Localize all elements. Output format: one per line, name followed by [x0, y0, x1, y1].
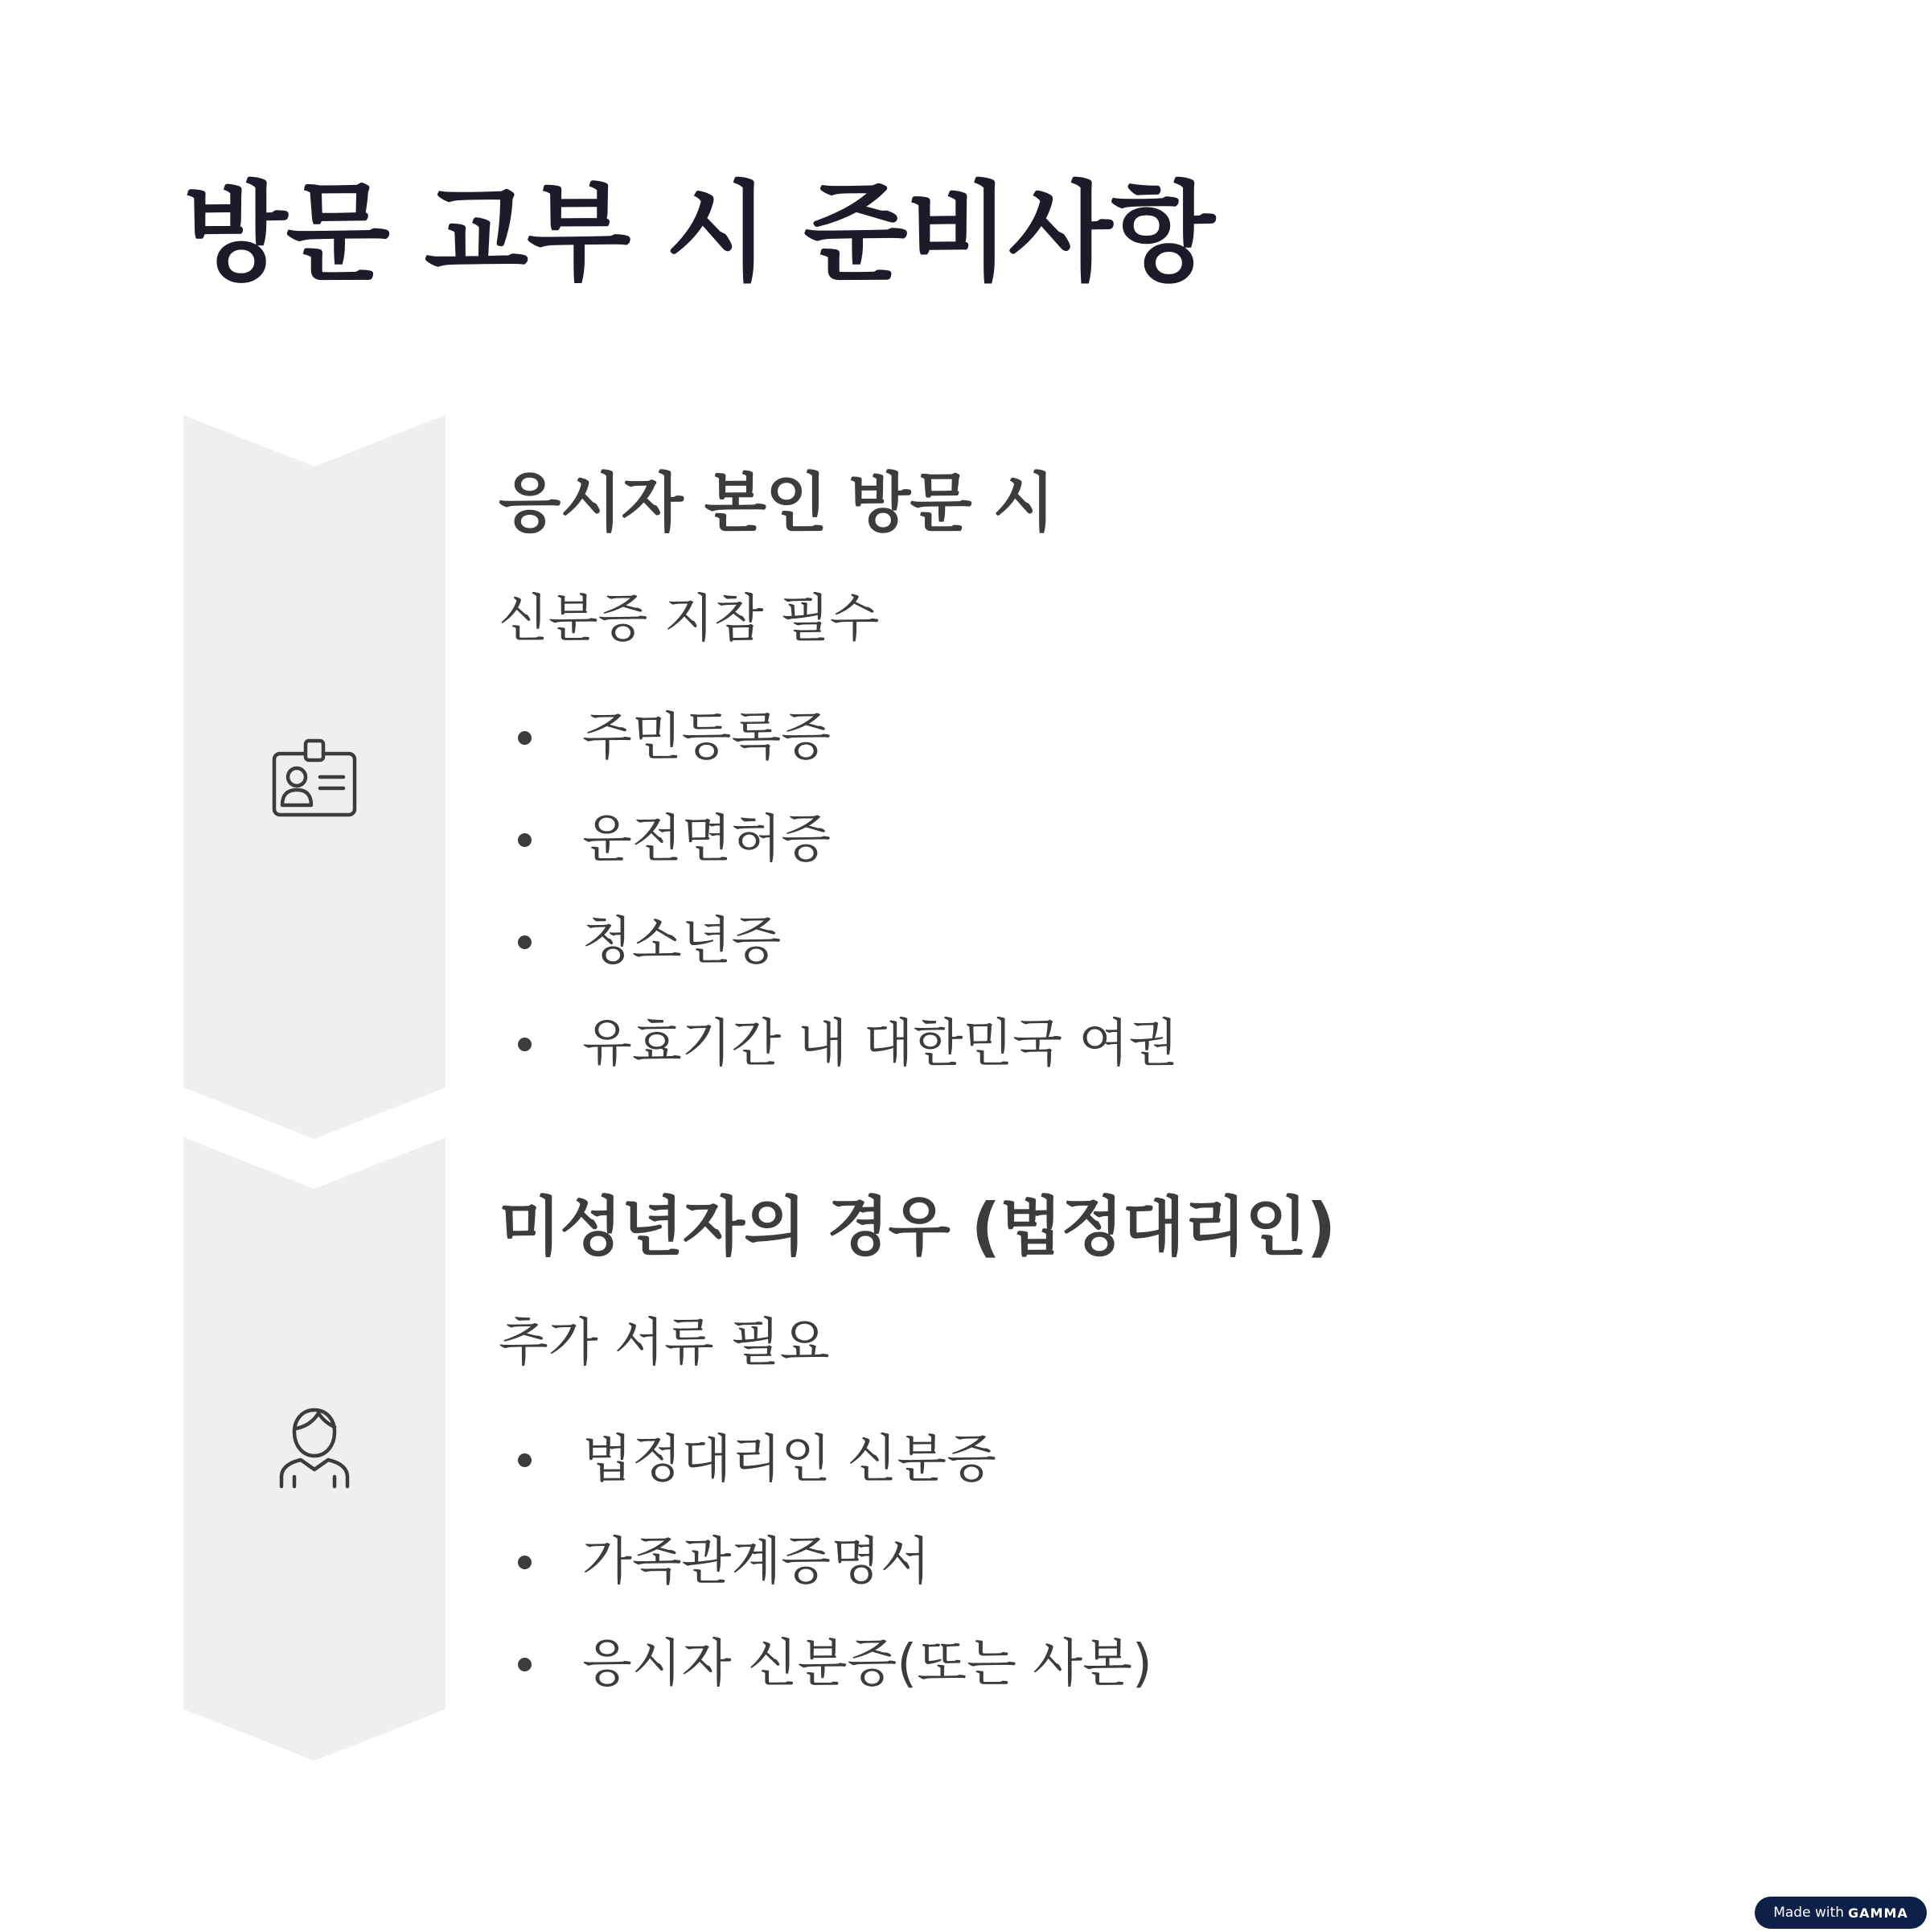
bullet-dot: [518, 1658, 532, 1671]
section-heading-minor: 미성년자의 경우 (법정대리인): [499, 1190, 1336, 1264]
list-item-label: 운전면허증: [582, 810, 832, 869]
person-icon: [278, 1406, 351, 1490]
section-subtitle-minor: 추가 서류 필요: [499, 1313, 830, 1373]
section-heading-self-visit: 응시자 본인 방문 시: [499, 466, 1054, 541]
list-item: [499, 789, 1178, 891]
id-badge-icon: [272, 738, 357, 817]
badge-made-with-text: Made with: [1773, 1905, 1845, 1921]
guardian-document-list: [499, 1409, 1152, 1716]
list-item-label: 주민등록증: [582, 708, 832, 767]
list-item-label: 가족관계증명서: [582, 1532, 930, 1592]
page-title: 방문 교부 시 준비사항: [183, 171, 1213, 296]
list-item: [499, 687, 1178, 789]
bullet-dot: [518, 935, 532, 949]
list-item-label: 유효기간 내 대한민국 여권: [582, 1014, 1179, 1074]
list-item: [499, 1613, 1152, 1716]
list-item: [499, 891, 1178, 993]
bullet-dot: [518, 1453, 532, 1467]
gamma-logo: GAMMA: [1848, 1905, 1908, 1921]
list-item-label: 법정대리인 신분증: [582, 1430, 996, 1490]
made-with-gamma-badge[interactable]: [1755, 1897, 1927, 1929]
id-document-list: [499, 687, 1178, 1095]
list-item: [499, 993, 1178, 1095]
bullet-dot: [518, 1556, 532, 1569]
list-item-label: 청소년증: [582, 912, 782, 972]
bullet-dot: [518, 1038, 532, 1051]
section-subtitle-self-visit: 신분증 지참 필수: [499, 590, 880, 649]
bullet-dot: [518, 731, 532, 745]
list-item: [499, 1511, 1152, 1613]
list-item-label: 응시자 신분증(또는 사본): [582, 1634, 1152, 1694]
bullet-dot: [518, 833, 532, 847]
list-item: [499, 1409, 1152, 1511]
